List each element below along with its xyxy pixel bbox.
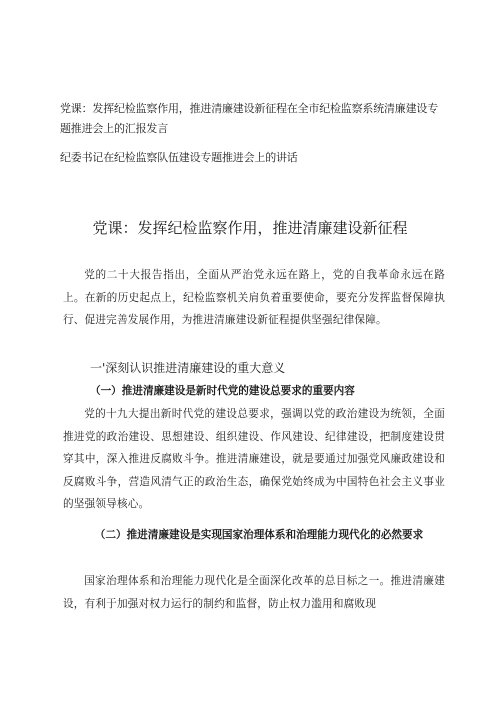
section-heading-1: 一'深刻认识推进清廉建设的重大意义 bbox=[90, 361, 286, 375]
subsection-heading-2: （二）推进清廉建设是实现国家治理体系和治理能力现代化的必然要求 bbox=[94, 529, 424, 541]
subsection-heading-1: （一）推进清廉建设是新时代党的建设总要求的重要内容 bbox=[90, 385, 355, 397]
document-title: 党课：发挥纪检监察作用，推进清廉建设新征程 bbox=[92, 219, 408, 237]
subsection-body-2: 国家治理体系和治理能力现代化是全面深化改革的总目标之一。推进清廉建设，有利于加强对权力运行的制约和监督，防止权力滥用和腐败现 bbox=[63, 575, 445, 610]
header-subtitle: 纪委书记在纪检监察队伍建设专题推进会上的讲话 bbox=[60, 151, 298, 164]
header-title: 党课：发挥纪检监察作用，推进清廉建设新征程在全市纪检监察系统清廉建设专题推进会上的汇报发言 bbox=[60, 102, 438, 135]
subsection-body-1: 党的十九大提出新时代党的建设总要求，强调以党的政治建设为统领，全面推进党的政治建设、思想建设、组织建设、作风建设、纪律建设，把制度建设贯穿其中，深入推进反腐败斗争。推进清廉建设，就是要通过加强党风廉政建设和反腐败斗争，营造风清气正的政治生态，确保党始终成为中国特色社会主义事业的坚强领导核心。 bbox=[63, 408, 445, 510]
intro-paragraph: 党的二十大报告指出，全面从严治党永远在路上，党的自我革命永远在路上。在新的历史起点上，纪检监察机关肩负着重要使命，要充分发挥监督保障执行、促进完善发展作用，为推进清廉建设新征程提供坚强纪律保障。 bbox=[63, 269, 445, 326]
